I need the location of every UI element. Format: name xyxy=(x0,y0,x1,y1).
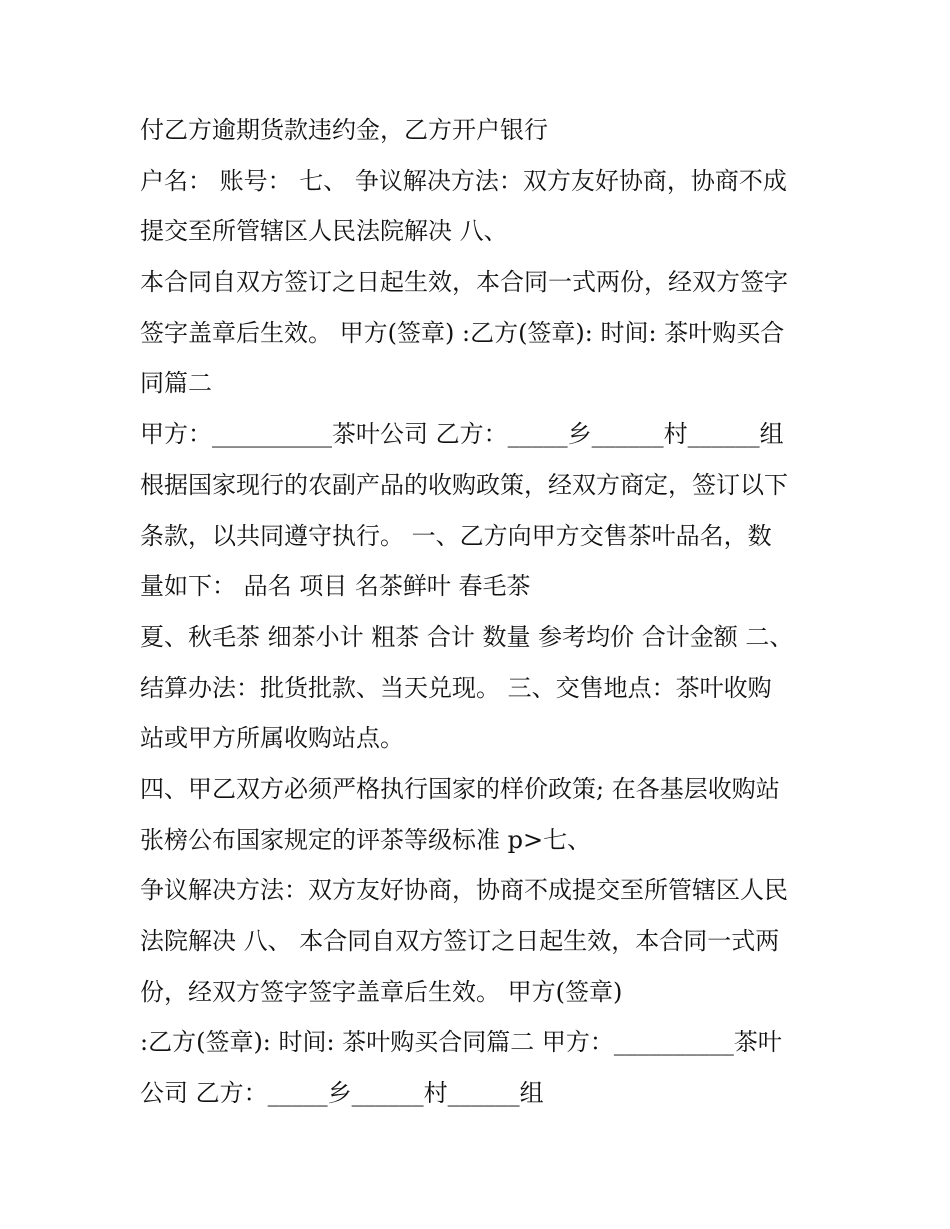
text-line: 夏、秋毛茶 细茶小计 粗茶 合计 数量 参考均价 合计金额 二、 xyxy=(140,622,794,651)
text-line: 同篇二 xyxy=(140,369,212,398)
text-line: 法院解决 八、 本合同自双方签订之日起生效，本合同一式两 xyxy=(140,927,780,955)
text-line: :乙方(签章): 时间: 茶叶购买合同篇二 甲方：__________茶叶 xyxy=(140,1028,782,1057)
text-line: 公司 乙方：_____乡______村______组 xyxy=(140,1079,544,1108)
text-line: 量如下： 品名 项目 名茶鲜叶 春毛茶 xyxy=(140,572,531,601)
text-line: 争议解决方法：双方友好协商，协商不成提交至所管辖区人民 xyxy=(140,876,788,905)
text-line: 份，经双方签字签字盖章后生效。 甲方(签章) xyxy=(140,977,623,1006)
text-line: 签字盖章后生效。 甲方(签章) :乙方(签章): 时间: 茶叶购买合 xyxy=(140,318,785,347)
text-line: 结算办法：批货批款、当天兑现。 三、交售地点：茶叶收购 xyxy=(140,673,772,702)
text-line: 根据国家现行的农副产品的收购政策，经双方商定，签订以下 xyxy=(140,470,788,499)
contract-text xyxy=(140,105,840,1119)
text-line: 张榜公布国家规定的评茶等级标准 p>七、 xyxy=(140,825,592,854)
text-line: 条款，以共同遵守执行。 一、乙方向甲方交售茶叶品名，数 xyxy=(140,521,772,550)
text-line: 甲方：__________茶叶公司 乙方：_____乡______村______组 xyxy=(140,420,784,449)
text-line: 本合同自双方签订之日起生效，本合同一式两份，经双方签字 xyxy=(140,268,788,297)
text-line: 户名： 账号： 七、 争议解决方法：双方友好协商，协商不成 xyxy=(140,166,787,195)
text-line: 付乙方逾期货款违约金，乙方开户银行 xyxy=(140,116,548,144)
text-line: 四、甲乙双方必须严格执行国家的样价政策; 在各基层收购站 xyxy=(140,774,780,803)
text-line: 提交至所管辖区人民法院解决 八、 xyxy=(140,217,508,246)
text-line: 站或甲方所属收购站点。 xyxy=(140,724,404,753)
